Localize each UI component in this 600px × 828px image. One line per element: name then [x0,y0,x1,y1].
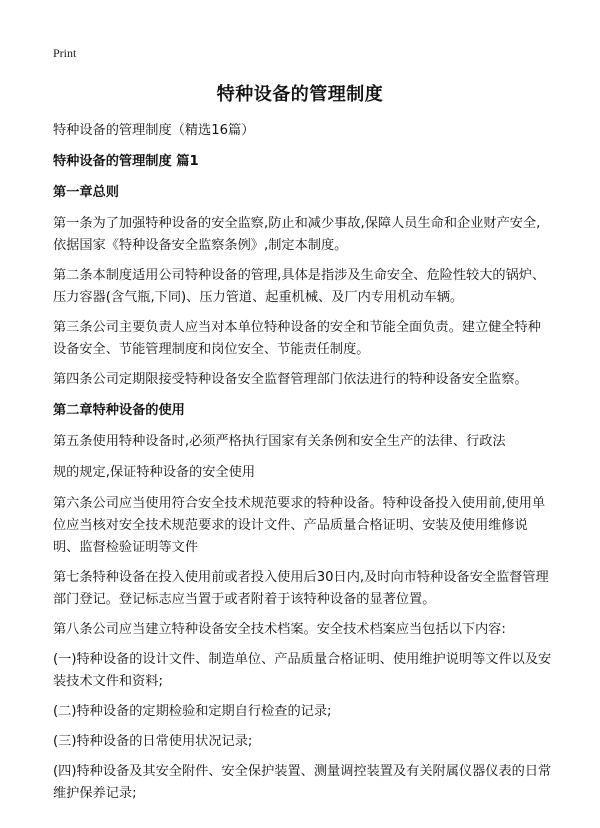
paragraph: 第一条为了加强特种设备的安全监察,防止和减少事故,保障人员生命和企业财产安全,依据国家《特种设备安全监察条例》,制定本制度。 [53,216,541,253]
list-item: (一)特种设备的设计文件、制造单位、产品质量合格证明、使用维护说明等文件以及安装技术文件和资料; [53,652,552,689]
list-item: (二)特种设备的定期检验和定期自行检查的记录; [53,704,332,719]
list-item: (三)特种设备的日常使用状况记录; [53,734,253,749]
paragraph: 第三条公司主要负责人应当对本单位特种设备的安全和节能全面负责。建立健全特种设备安全、节能管理制度和岗位安全、节能责任制度。 [53,320,541,357]
subtitle: 特种设备的管理制度（精选16篇） [53,123,255,138]
list-item: (四)特种设备及其安全附件、安全保护装置、测量调控装置及有关附属仪器仪表的日常维护保养记录; [53,764,552,801]
chapter-heading: 第二章特种设备的使用 [53,403,185,418]
page-title: 特种设备的管理制度 [216,84,384,105]
paragraph: 第六条公司应当使用符合安全技术规范要求的特种设备。特种设备投入使用前,使用单位应当核对安全技术规范要求的设计文件、产品质量合格证明、安装及使用维修说明、监督检验证明等文件 [53,496,546,555]
chapter-heading: 第一章总则 [53,185,119,200]
paragraph: 第五条使用特种设备时,必须严格执行国家有关条例和安全生产的法律、行政法 [53,434,506,449]
print-link[interactable]: Print [53,46,77,60]
paragraph: 第八条公司应当建立特种设备安全技术档案。安全技术档案应当包括以下内容: [53,622,506,637]
paragraph: 第四条公司定期限接受特种设备安全监督管理部门依法进行的特种设备安全监察。 [53,372,528,387]
section-title: 特种设备的管理制度 篇1 [53,154,199,169]
document-body [53,120,553,805]
paragraph: 第七条特种设备在投入使用前或者投入使用后30日内,及时向市特种设备安全监督管理部门登记。登记标志应当置于或者附着于该特种设备的显著位置。 [53,570,549,607]
paragraph: 第二条本制度适用公司特种设备的管理,具体是指涉及生命安全、危险性较大的锅炉、压力容器(含气瓶,下同)、压力管道、起重机械、及厂内专用机动车辆。 [53,268,546,305]
paragraph: 规的规定,保证特种设备的安全使用 [53,465,256,480]
